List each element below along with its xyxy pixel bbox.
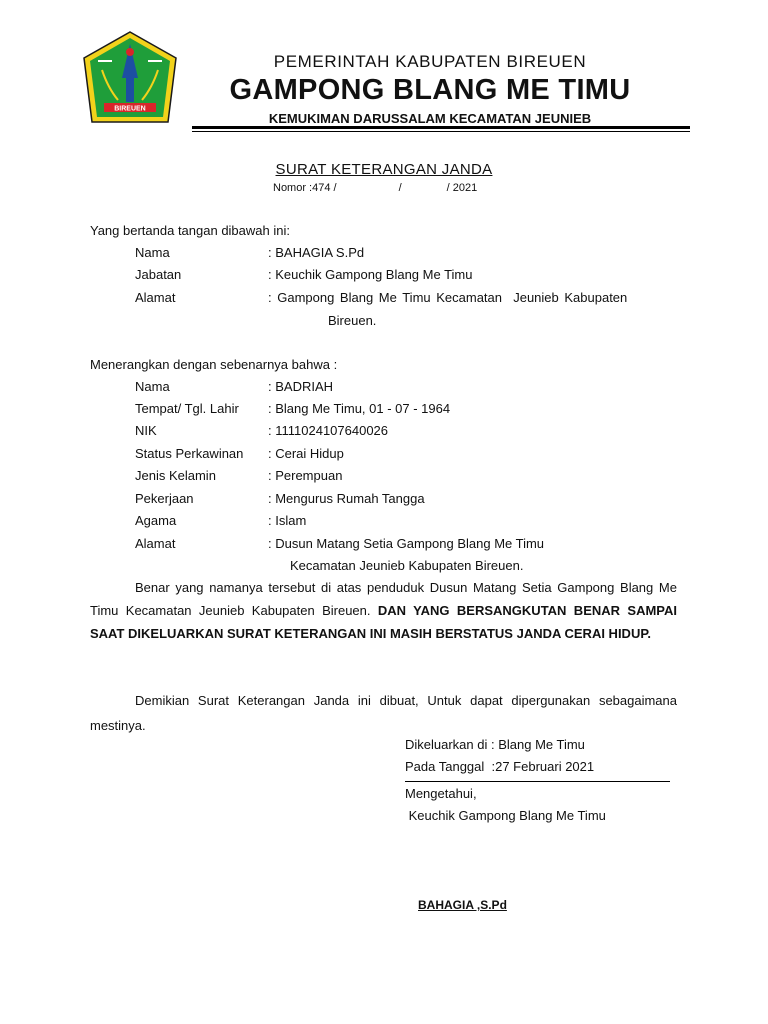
signer-position: Keuchik Gampong Blang Me Timu: [405, 808, 606, 823]
field-label: Nama: [135, 379, 170, 394]
field-label: Tempat/ Tgl. Lahir: [135, 401, 239, 416]
field-label: Pekerjaan: [135, 491, 194, 506]
intro-subject: Menerangkan dengan sebenarnya bahwa :: [90, 357, 338, 372]
header-government: PEMERINTAH KABUPATEN BIREUEN: [273, 52, 587, 71]
header-village-name: GAMPONG BLANG ME TIMU: [229, 74, 631, 106]
field-label: Alamat: [135, 290, 176, 305]
field-value: : Blang Me Timu, 01 - 07 - 1964: [268, 401, 451, 416]
field-label: Agama: [135, 513, 177, 528]
field-label: Nama: [135, 245, 170, 260]
field-value: : 1111024107640026: [268, 423, 389, 438]
field-value: : Islam: [268, 513, 307, 528]
closing-paragraph: Demikian Surat Keterangan Janda ini dibuat, Untuk dapat dipergunakan sebagaimana mestinya.: [90, 693, 677, 733]
field-value: : Keuchik Gampong Blang Me Timu: [268, 267, 473, 282]
field-value: : Dusun Matang Setia Gampong Blang Me Timu: [268, 536, 545, 551]
field-label: NIK: [135, 423, 157, 438]
statement-emphasis: DAN YANG BERSANGKUTAN BENAR SAMPAI SAAT DIKELUARKAN SURAT KETERANGAN INI MASIH BERSTATUS JANDA CERAI HIDUP: [90, 603, 677, 641]
statement-end: .: [647, 626, 651, 641]
field-value: : BADRIAH: [268, 379, 334, 394]
field-value: : BAHAGIA S.Pd: [268, 245, 365, 260]
signer-name: BAHAGIA ,S.Pd: [418, 898, 507, 912]
signer-row-address: [0, 290, 768, 306]
statement-text: Benar yang namanya tersebut di atas penduduk Dusun Matang Setia Gampong Blang Me Timu Kecamatan Jeunieb Kabupaten Bireuen.: [90, 580, 677, 618]
field-value: : Cerai Hidup: [268, 446, 344, 461]
subject-address-continued: Kecamatan Jeunieb Kabupaten Bireuen.: [290, 558, 524, 573]
nomor-part-1: Nomor :474 /: [273, 182, 337, 194]
acknowledged-label: Mengetahui,: [405, 786, 477, 801]
field-label: Jabatan: [135, 267, 182, 282]
field-value: : Perempuan: [268, 468, 343, 483]
header-district: KEMUKIMAN DARUSSALAM KECAMATAN JEUNIEB: [268, 111, 592, 126]
nomor-part-2: /: [398, 182, 402, 194]
field-value: : Gampong Blang Me Timu Kecamatan Jeunieb Kabupaten: [268, 290, 628, 305]
field-label: Status Perkawinan: [135, 446, 244, 461]
statement-paragraph: [90, 576, 677, 645]
document-title: SURAT KETERANGAN JANDA: [275, 161, 493, 178]
header-divider-thin: [192, 131, 690, 132]
logo-text: BIREUEN: [114, 105, 146, 113]
nomor-part-3: / 2021: [446, 182, 478, 194]
document-number: [273, 182, 477, 194]
signer-row-name: [0, 245, 768, 261]
issued-place: Dikeluarkan di : Blang Me Timu: [405, 737, 585, 752]
intro-signer: Yang bertanda tangan dibawah ini:: [90, 223, 290, 238]
signer-address-continued: Bireuen.: [328, 313, 377, 328]
regency-emblem-logo: [80, 30, 180, 130]
field-value: : Mengurus Rumah Tangga: [268, 491, 425, 506]
issued-divider: [405, 781, 670, 782]
signer-row-position: [0, 267, 768, 283]
issued-date: Pada Tanggal :27 Februari 2021: [405, 759, 595, 774]
field-label: Alamat: [135, 536, 176, 551]
field-label: Jenis Kelamin: [135, 468, 216, 483]
header-divider-thick: [192, 126, 690, 129]
